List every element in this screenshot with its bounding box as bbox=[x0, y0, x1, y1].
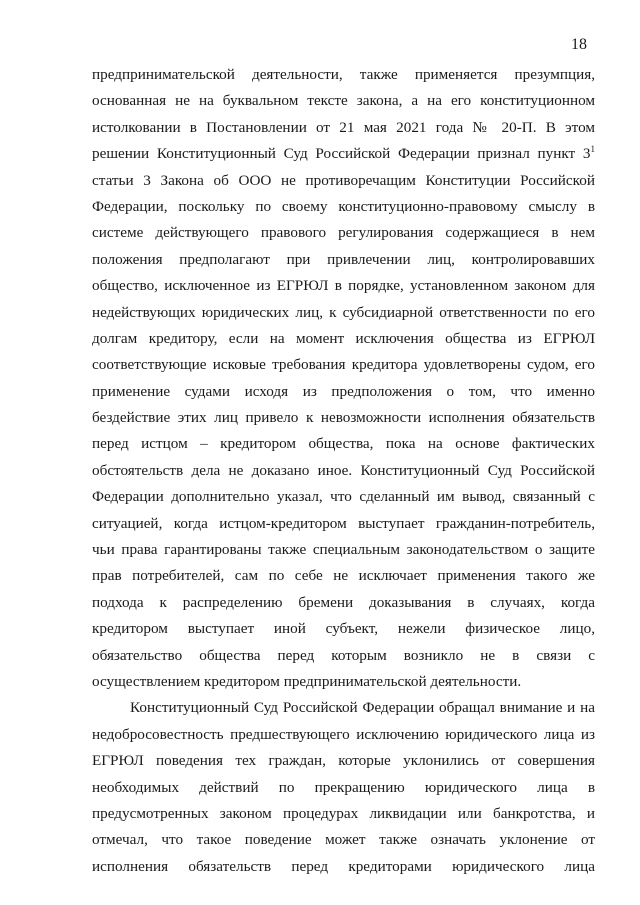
text-line: прав потребителей, сам по себе не исключает применения такого же bbox=[92, 567, 595, 585]
text-line: отмечал, что такое поведение может также означать уклонение от bbox=[92, 831, 595, 849]
text-line: недобросовестность предшествующего исключению юридического лица из bbox=[92, 725, 595, 743]
text-line: статьи 3 Закона об ООО не противоречащим Конституции Российской bbox=[92, 171, 595, 189]
text-line: предпринимательской деятельности, также применяется презумпция, bbox=[92, 66, 595, 83]
paragraph-1 bbox=[92, 62, 595, 695]
text-line: перед истцом – кредитором общества, пока на основе фактических bbox=[92, 435, 595, 453]
page-number: 18 bbox=[571, 36, 587, 53]
text-line: ситуацией, когда истцом-кредитором выступает гражданин-потребитель, bbox=[92, 514, 595, 532]
paragraph-2 bbox=[92, 695, 595, 880]
text-line: недействующих юридических лиц, к субсидиарной ответственности по его bbox=[92, 303, 595, 321]
text-line: применение судами исходя из предположения о том, что именно bbox=[92, 382, 595, 400]
text-line: осуществлением кредитором предпринимательской деятельности. bbox=[92, 672, 522, 690]
text-line: исполнения обязательств перед кредиторами юридического лица bbox=[92, 857, 595, 875]
text-line: Конституционный Суд Российской Федерации обращал внимание и на bbox=[130, 699, 595, 717]
text-line: ЕГРЮЛ поведения тех граждан, которые уклонились от совершения bbox=[92, 752, 595, 770]
text-line: кредитором выступает иной субъект, нежели физическое лицо, bbox=[92, 620, 595, 638]
text-line: подхода к распределению бремени доказывания в случаях, когда bbox=[92, 593, 595, 611]
text-line-with-superscript bbox=[92, 141, 595, 167]
text-line: истолковании в Постановлении от 21 мая 2021 года № 20-П. В этом bbox=[92, 118, 595, 136]
text-line: чьи права гарантированы также специальным законодательством о защите bbox=[92, 541, 595, 559]
text-line: обстоятельств дела не доказано иное. Конституционный Суд Российской bbox=[92, 461, 595, 479]
text-line: Федерации, поскольку по своему конституционно-правовому смыслу в bbox=[92, 197, 595, 215]
text-line: основанная не на буквальном тексте закона, а на его конституционном bbox=[92, 92, 595, 110]
text-line: системе действующего правового регулирования содержащиеся в нем bbox=[92, 224, 595, 242]
text-line: предусмотренных законом процедурах ликвидации или банкротства, и bbox=[92, 804, 595, 822]
text-line: бездействие этих лиц привело к невозможности исполнения обязательств bbox=[92, 409, 595, 427]
text-line: долгам кредитору, если на момент исключения общества из ЕГРЮЛ bbox=[92, 329, 595, 347]
body-text bbox=[92, 62, 595, 880]
text-line: положения предполагают при привлечении лиц, контролировавших bbox=[92, 250, 595, 268]
text-line: общество, исключенное из ЕГРЮЛ в порядке, установленном законом для bbox=[92, 277, 595, 295]
text-line: решении Конституционный Суд Российской Федерации признал пункт 3 bbox=[92, 145, 591, 163]
superscript: 1 bbox=[590, 144, 595, 155]
text-line: обязательство общества перед которым возникло не в связи с bbox=[92, 646, 595, 664]
text-line: соответствующие исковые требования кредитора удовлетворены судом, его bbox=[92, 356, 595, 374]
text-line: Федерации дополнительно указал, что сделанный им вывод, связанный с bbox=[92, 488, 595, 506]
text-line: необходимых действий по прекращению юридического лица в bbox=[92, 778, 595, 796]
